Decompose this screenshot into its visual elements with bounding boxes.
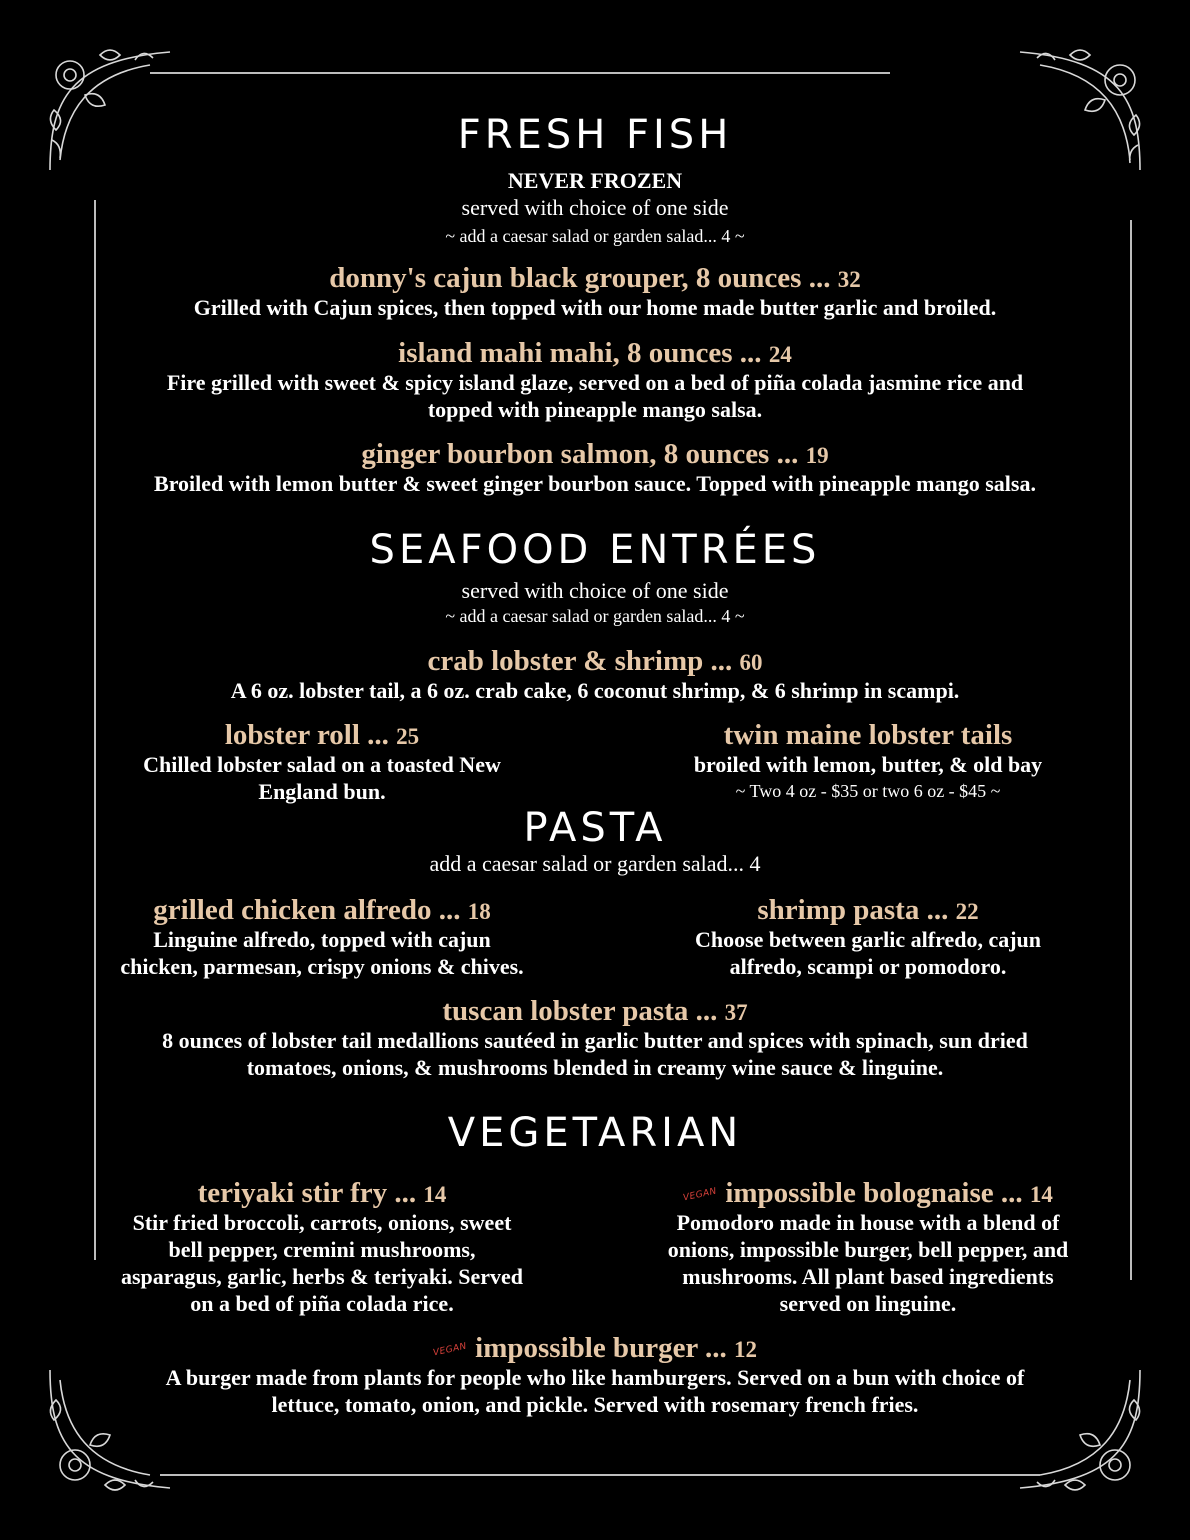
pasta-salad-note: add a caesar salad or garden salad... 4 xyxy=(429,851,761,876)
menu-item-price: 22 xyxy=(955,899,979,924)
menu-item-description: Broiled with lemon butter & sweet ginger bourbon sauce. Topped with pineapple mango salsa. xyxy=(154,471,1036,496)
menu-item-title: tuscan lobster pasta ... 37 xyxy=(442,995,748,1027)
menu-item-description: 8 ounces of lobster tail medallions sautéed in garlic butter and spices with spinach, sun dried xyxy=(162,1028,1028,1053)
fresh-fish-subtitle: NEVER FROZEN xyxy=(507,168,683,193)
menu-item-title: crab lobster & shrimp ... 60 xyxy=(427,645,763,677)
menu-item-title: ginger bourbon salmon, 8 ounces ... 19 xyxy=(361,438,829,470)
menu-item-description: topped with pineapple mango salsa. xyxy=(427,397,763,422)
menu-item-description: Grilled with Cajun spices, then topped with our home made butter garlic and broiled. xyxy=(193,295,997,320)
menu-item-description: served on linguine. xyxy=(779,1291,957,1316)
menu-item-price: 14 xyxy=(423,1182,447,1207)
menu-item-description: Pomodoro made in house with a blend of xyxy=(676,1210,1060,1235)
menu-item-description: A burger made from plants for people who like hamburgers. Served on a bun with choice of xyxy=(165,1365,1025,1390)
menu-item-description: Stir fried broccoli, carrots, onions, sweet xyxy=(132,1210,512,1235)
menu-item-description: mushrooms. All plant based ingredients xyxy=(682,1264,1054,1289)
fresh-fish-side-note: served with choice of one side xyxy=(461,195,729,220)
seafood-side-note: served with choice of one side xyxy=(461,578,729,603)
menu-item-description: chicken, parmesan, crispy onions & chives. xyxy=(120,954,524,979)
menu-item-title: donny's cajun black grouper, 8 ounces ... 32 xyxy=(329,262,861,294)
menu-item-title: twin maine lobster tails xyxy=(723,719,1013,751)
menu-item-description: ~ Two 4 oz - $35 or two 6 oz - $45 ~ xyxy=(735,781,1001,801)
menu-item-title: VEGAN impossible burger ... 12 xyxy=(0,1331,1190,1367)
menu-item-title: teriyaki stir fry ... 14 xyxy=(197,1177,447,1209)
frame-bottom-line xyxy=(160,1474,1040,1476)
section-title-seafood-entrees: SEAFOOD ENTRÉES xyxy=(369,527,821,573)
menu-item-description: bell pepper, cremini mushrooms, xyxy=(168,1237,476,1262)
menu-item-description: A 6 oz. lobster tail, a 6 oz. crab cake, 6 coconut shrimp, & 6 shrimp in scampi. xyxy=(230,678,960,703)
vegan-tag: VEGAN xyxy=(682,1186,718,1204)
vegan-tag: VEGAN xyxy=(432,1341,468,1359)
menu-item-title: shrimp pasta ... 22 xyxy=(757,894,979,926)
menu-item-description: lettuce, tomato, onion, and pickle. Served with rosemary french fries. xyxy=(271,1392,919,1417)
menu-item-description: Linguine alfredo, topped with cajun xyxy=(153,927,491,952)
menu-item-description: Fire grilled with sweet & spicy island glaze, served on a bed of piña colada jasmine rice and xyxy=(166,370,1024,395)
menu-item-title: VEGAN impossible bolognaise ... 14 xyxy=(628,1176,1108,1212)
frame-top-line xyxy=(150,72,890,74)
menu-item-price: 12 xyxy=(734,1337,758,1362)
menu-item-price: 24 xyxy=(768,342,792,367)
fresh-fish-salad-note: ~ add a caesar salad or garden salad... 4 ~ xyxy=(445,226,745,246)
menu-item-description: England bun. xyxy=(258,779,386,804)
floral-corner-top-left-icon xyxy=(40,40,180,180)
menu-item-price: 60 xyxy=(739,650,763,675)
menu-item-price: 37 xyxy=(724,1000,748,1025)
menu-item-price: 18 xyxy=(467,899,491,924)
menu-item-title: island mahi mahi, 8 ounces ... 24 xyxy=(398,337,792,369)
menu-item-price: 32 xyxy=(837,267,861,292)
menu-item-title: lobster roll ... 25 xyxy=(224,719,420,751)
menu-item-price: 19 xyxy=(805,443,829,468)
menu-item-title: grilled chicken alfredo ... 18 xyxy=(153,894,491,926)
menu-item-description: alfredo, scampi or pomodoro. xyxy=(729,954,1007,979)
menu-item-price: 25 xyxy=(396,724,420,749)
menu-item-description: on a bed of piña colada rice. xyxy=(190,1291,454,1316)
menu-item-price: 14 xyxy=(1029,1182,1053,1207)
menu-item-description: asparagus, garlic, herbs & teriyaki. Served xyxy=(120,1264,524,1289)
section-title-fresh-fish: FRESH FISH xyxy=(457,112,733,158)
section-title-vegetarian: VEGETARIAN xyxy=(447,1110,743,1156)
seafood-salad-note: ~ add a caesar salad or garden salad... 4 ~ xyxy=(445,606,745,626)
menu-item-description: Choose between garlic alfredo, cajun xyxy=(694,927,1042,952)
menu-item-description: tomatoes, onions, & mushrooms blended in creamy wine sauce & linguine. xyxy=(246,1055,944,1080)
floral-corner-top-right-icon xyxy=(1010,40,1150,180)
menu-item-description: onions, impossible burger, bell pepper, and xyxy=(667,1237,1069,1262)
menu-item-description: Chilled lobster salad on a toasted New xyxy=(143,752,501,777)
menu-item-description: broiled with lemon, butter, & old bay xyxy=(693,752,1043,777)
section-title-pasta: PASTA xyxy=(523,805,667,851)
